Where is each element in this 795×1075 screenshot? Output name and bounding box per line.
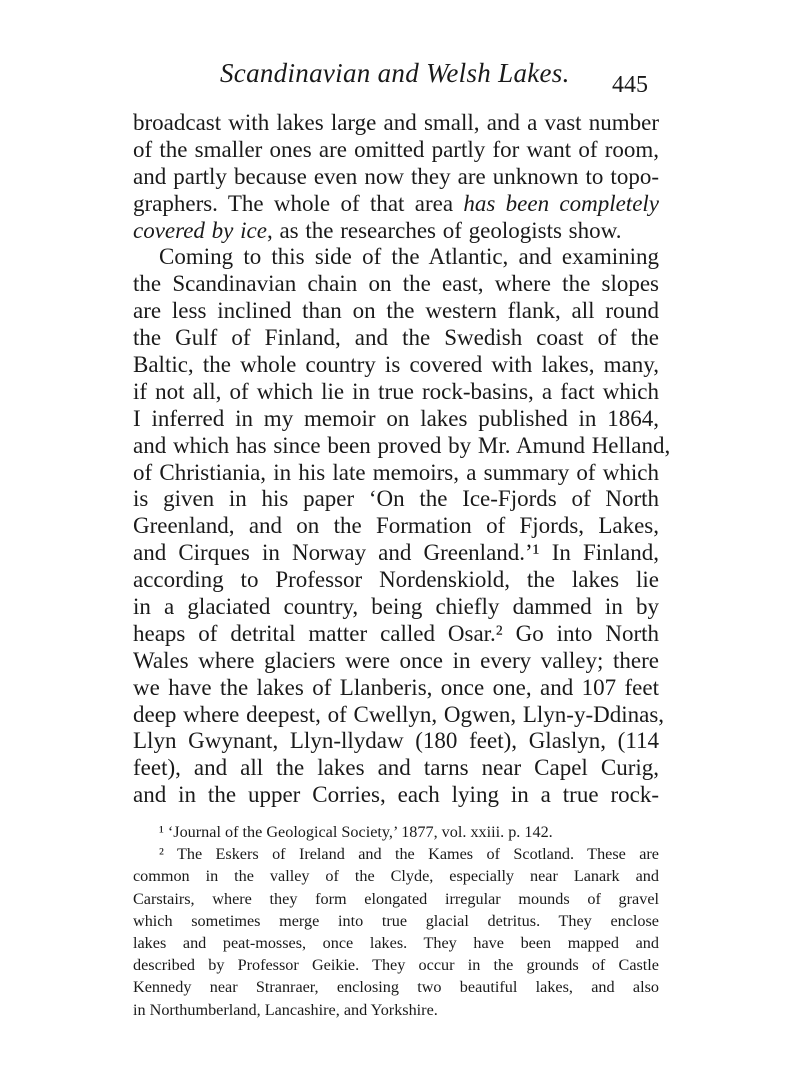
body-line: if not all, of which lie in true rock-basins, a fact which [133,378,659,404]
body-line: in a glaciated country, being chiefly dammed in by [133,594,659,620]
body-line: of the smaller ones are omitted partly for want of room, [133,136,659,162]
footnote-2-line: which sometimes merge into true glacial detritus. They enclose [133,911,659,930]
body-text [133,110,671,809]
body-line: Llyn Gwynant, Llyn-llydaw (180 feet), Glaslyn, (114 [133,728,659,754]
body-line: Baltic, the whole country is covered with lakes, many, [133,352,659,378]
italic-phrase: has been completely [463,190,660,216]
body-text-span: , as the researches of geologists show. [266,217,622,243]
body-line [133,218,659,245]
footnote-2-line: ² The Eskers of Ireland and the Kames of Scotland. These are [159,845,659,864]
body-text-span: graphers. The whole of that area [133,190,464,216]
body-line: heaps of detrital matter called Osar.² Go into North [133,620,659,646]
body-line: of Christiania, in his late memoirs, a summary of which [133,459,659,485]
footnote-2-line: in Northumberland, Lancashire, and Yorkshire. [133,1000,438,1019]
body-line: Greenland, and on the Formation of Fjords, Lakes, [133,513,659,539]
page-number: 445 [612,72,648,98]
body-line: I inferred in my memoir on lakes published in 1864, [133,405,659,431]
footnote-2-line: common in the valley of the Clyde, especially near Lanark and [133,867,659,886]
body-line: and in the upper Corries, each lying in a true rock- [133,782,659,808]
body-line: Wales where glaciers were once in every valley; there [133,647,659,673]
body-line: the Scandinavian chain on the east, where the slopes [133,271,659,297]
italic-phrase: covered by ice [133,217,267,243]
body-line: Coming to this side of the Atlantic, and examining [159,244,659,270]
body-line: and partly because even now they are unknown to topo- [133,163,659,189]
body-line: according to Professor Nordenskiold, the lakes lie [133,567,659,593]
body-line [133,191,659,218]
body-line: and Cirques in Norway and Greenland.’¹ In Finland, [133,540,659,566]
body-line: broadcast with lakes large and small, and a vast number [133,110,659,135]
footnote-2-line: lakes and peat-mosses, once lakes. They have been mapped and [133,933,659,952]
running-title: Scandinavian and Welsh Lakes. [220,58,570,88]
body-line: the Gulf of Finland, and the Swedish coast of the [133,325,659,351]
footnotes [133,821,659,1021]
footnote-2-line: described by Professor Geikie. They occur in the grounds of Castle [133,956,659,975]
body-line: are less inclined than on the western flank, all round [133,298,659,324]
footnote-2-line: Carstairs, where they form elongated irregular mounds of gravel [133,889,659,908]
body-line: we have the lakes of Llanberis, once one, and 107 feet [133,674,659,700]
footnote-2-line: Kennedy near Stranraer, enclosing two beautiful lakes, and also [133,978,659,997]
body-line: and which has since been proved by Mr. Amund Helland, [133,432,671,458]
body-line: feet), and all the lakes and tarns near Capel Curig, [133,755,659,781]
body-line: deep where deepest, of Cwellyn, Ogwen, Llyn-y-Ddinas, [133,701,665,727]
footnote-1: ¹ ‘Journal of the Geological Society,’ 1877, vol. xxiii. p. 142. [159,823,553,841]
body-line: is given in his paper ‘On the Ice-Fjords of North [133,486,659,512]
